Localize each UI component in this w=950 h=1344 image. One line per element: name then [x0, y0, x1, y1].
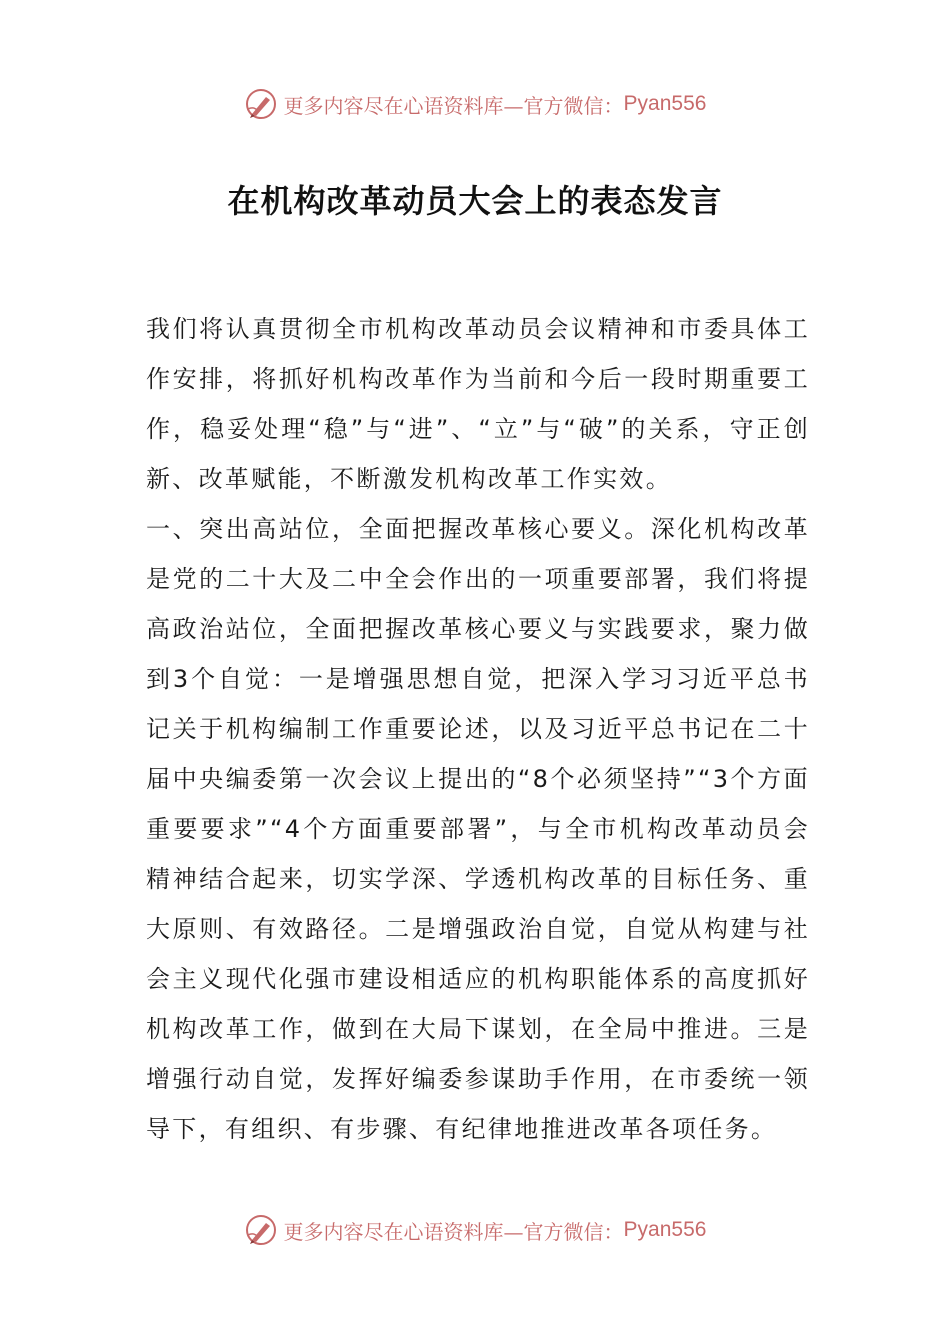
watermark-text: 更多内容尽在心语资料库—官方微信： — [283, 1219, 624, 1244]
watermark-brand: Pyan556 — [623, 1218, 707, 1241]
pen-logo-icon — [244, 1213, 278, 1247]
document-title: 在机构改革动员大会上的表态发言 — [227, 182, 723, 220]
paragraph-intro: 我们将认真贯彻全市机构改革动员会议精神和市委具体工作安排，将抓好机构改革作为当前和今后一段时期重要工作，稳妥处理“稳”与“进”、“立”与“破”的关系，守正创新、改革赋能，不断激发机构改革工作实效。 — [146, 315, 810, 493]
footer-watermark — [0, 1210, 950, 1250]
document-body — [146, 304, 810, 1154]
watermark-text: 更多内容尽在心语资料库—官方微信： — [283, 93, 624, 118]
paragraph-section-one: 一、突出高站位，全面把握改革核心要义。深化机构改革是党的二十大及二中全会作出的一项重要部署，我们将提高政治站位，全面把握改革核心要义与实践要求，聚力做到3个自觉：一是增强思想自觉，把深入学习习近平总书记关于机构编制工作重要论述，以及习近平总书记在二十届中央编委第一次会议上提出的“8个必须坚持”“3个方面重要要求”“4个方面重要部署”，与全市机构改革动员会精神结合起来，切实学深、学透机构改革的目标任务、重大原则、有效路径。二是增强政治自觉，自觉从构建与社会主义现代化强市建设相适应的机构职能体系的高度抓好机构改革工作，做到在大局下谋划，在全局中推进。三是增强行动自觉，发挥好编委参谋助手作用，在市委统一领导下，有组织、有步骤、有纪律地推进改革各项任务。 — [146, 515, 810, 1143]
watermark-brand: Pyan556 — [623, 92, 707, 115]
pen-logo-icon — [244, 87, 278, 121]
header-watermark — [0, 84, 950, 124]
